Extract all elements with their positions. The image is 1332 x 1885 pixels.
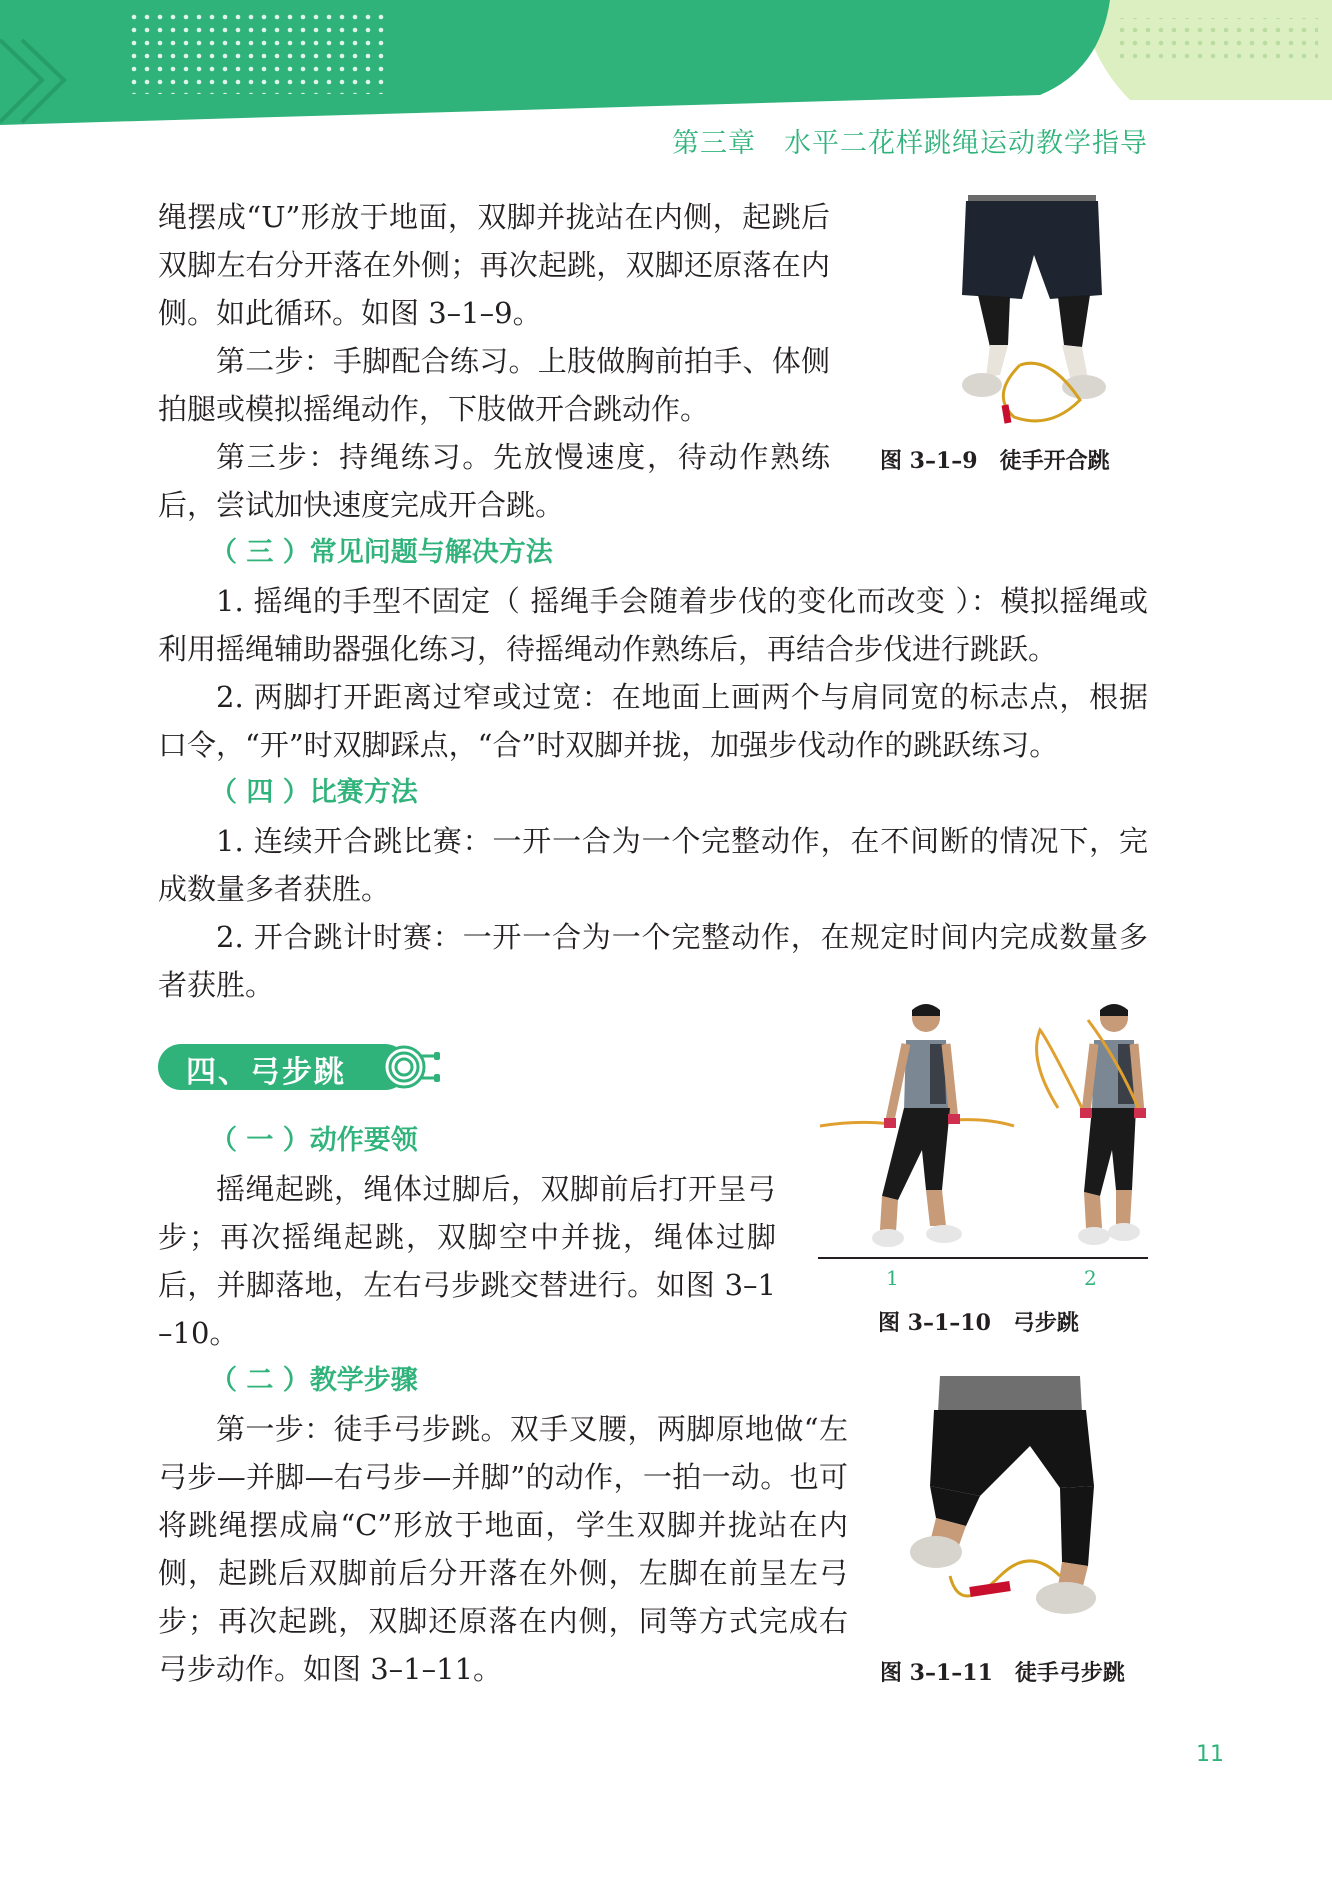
paragraph-8: 摇绳起跳，绳体过脚后，双脚前后打开呈弓步；再次摇绳起跳，双脚空中并拢，绳体过脚后，并脚落地，左右弓步跳交替进行。如图 3–1–10。: [158, 1172, 776, 1350]
paragraph-6: 1. 连续开合跳比赛：一开一合为一个完整动作，在不间断的情况下，完成数量多者获胜。: [158, 824, 1148, 906]
figure-3-1-11-photo: [910, 1376, 1110, 1616]
subheading-4: （ 四 ）比赛方法: [210, 777, 418, 808]
figure-3-1-10-jumper-1: [820, 1004, 1014, 1247]
paragraph-3: 第三步：持绳练习。先放慢速度，待动作熟练后，尝试加快速度完成开合跳。: [158, 440, 830, 522]
paragraph-5: 2. 两脚打开距离过窄或过宽：在地面上画两个与肩同宽的标志点，根据口令，“开”时双脚踩点，“合”时双脚并拢，加强步伐动作的跳跃练习。: [158, 680, 1148, 762]
figure-3-1-10-label-1: 1: [886, 1266, 899, 1290]
subheading-1: （ 一 ）动作要领: [210, 1125, 418, 1156]
figure-3-1-10-photo: [818, 1000, 1148, 1270]
subheading-2: （ 二 ）教学步骤: [210, 1365, 418, 1396]
paragraph-7: 2. 开合跳计时赛：一开一合为一个完整动作，在规定时间内完成数量多者获胜。: [158, 920, 1148, 1002]
section-heading-4: [158, 1044, 438, 1090]
figure-3-1-10-label-2: 2: [1084, 1266, 1097, 1290]
jump-rope-icon: [380, 1044, 444, 1090]
figure-3-1-11-caption: 图 3–1–11 徒手弓步跳: [880, 1660, 1125, 1686]
paragraph-1: 绳摆成“U”形放于地面，双脚并拢站在内侧，起跳后双脚左右分开落在外侧；再次起跳，双脚还原落在内侧。如此循环。如图 3–1–9。: [158, 200, 830, 330]
chapter-title: 第三章 水平二花样跳绳运动教学指导: [672, 128, 1148, 159]
figure-3-1-9-caption: 图 3–1–9 徒手开合跳: [880, 448, 1110, 474]
paragraph-2: 第二步：手脚配合练习。上肢做胸前拍手、体侧拍腿或模拟摇绳动作，下肢做开合跳动作。: [158, 344, 830, 426]
page-number: 11: [1196, 1742, 1224, 1767]
subheading-3: （ 三 ）常见问题与解决方法: [210, 537, 553, 568]
figure-3-1-10-caption: 图 3–1–10 弓步跳: [878, 1310, 1079, 1336]
figure-3-1-10-jumper-2: [1037, 1004, 1146, 1245]
figure-3-1-9-photo: [950, 195, 1130, 425]
paragraph-9: 第一步：徒手弓步跳。双手叉腰，两脚原地做“左弓步—并脚—右弓步—并脚”的动作，一拍一动。也可将跳绳摆成扁“C”形放于地面，学生双脚并拢站在内侧，起跳后双脚前后分开落在外侧，左脚在前呈左弓步；再次起跳，双脚还原落在内侧，同等方式完成右弓步动作。如图 3–1–11。: [158, 1412, 848, 1686]
header-banner: [0, 0, 1332, 125]
section-heading-text: 四、弓步跳: [186, 1055, 346, 1090]
paragraph-4: 1. 摇绳的手型不固定（ 摇绳手会随着步伐的变化而改变 ）：模拟摇绳或利用摇绳辅助器强化练习，待摇绳动作熟练后，再结合步伐进行跳跃。: [158, 584, 1148, 666]
